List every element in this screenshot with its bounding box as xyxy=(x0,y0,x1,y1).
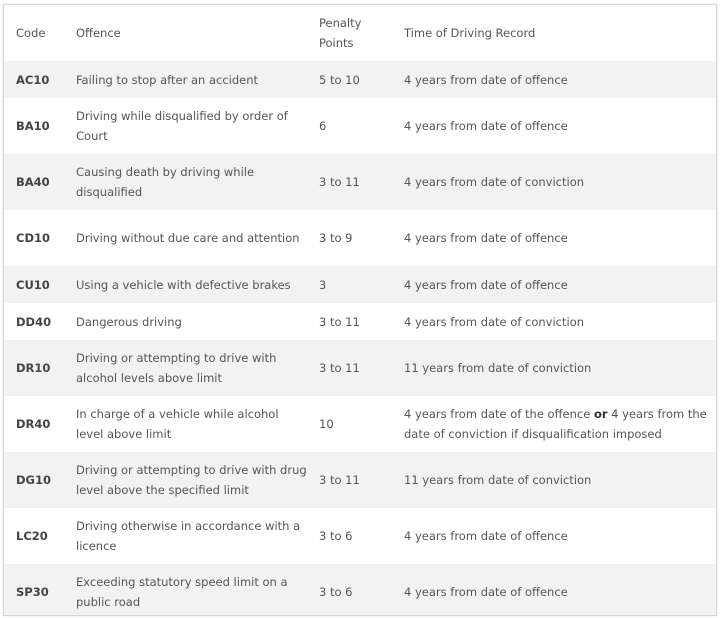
cell-offence: Driving without due care and attention xyxy=(76,231,300,245)
table-row xyxy=(4,564,716,616)
cell-time xyxy=(392,396,716,452)
cell-offence: Exceeding statutory speed limit on a public road xyxy=(76,575,288,609)
table-row xyxy=(4,508,716,564)
table-row xyxy=(4,98,716,154)
cell-offence: In charge of a vehicle while alcohol level above limit xyxy=(76,407,279,441)
table-row xyxy=(4,396,716,452)
cell-time-part-or: or xyxy=(593,407,608,421)
cell-points: 5 to 10 xyxy=(319,72,360,87)
cell-points: 3 to 11 xyxy=(319,175,360,189)
cell-points: 3 to 6 xyxy=(319,529,353,543)
table-row xyxy=(4,210,716,266)
table-header-row xyxy=(4,5,716,61)
cell-time: 4 years from date of conviction xyxy=(404,175,585,189)
header-offence: Offence xyxy=(76,26,121,40)
cell-code: DG10 xyxy=(16,473,51,487)
cell-points: 3 to 11 xyxy=(319,473,360,487)
cell-points: 10 xyxy=(319,417,334,431)
cell-code: DD40 xyxy=(16,314,52,329)
cell-points: 6 xyxy=(319,119,327,133)
header-time-of-driving-record: Time of Driving Record xyxy=(404,26,536,40)
cell-offence: Driving while disqualified by order of Court xyxy=(76,109,288,143)
cell-time: 4 years from date of offence xyxy=(404,231,568,245)
cell-offence: Driving otherwise in accordance with a licence xyxy=(76,519,301,553)
table-row xyxy=(4,452,716,508)
cell-offence: Driving or attempting to drive with drug level above the specified limit xyxy=(76,463,307,497)
cell-code: BA10 xyxy=(16,119,50,133)
cell-time: 4 years from date of conviction xyxy=(404,314,585,329)
cell-points: 3 to 6 xyxy=(319,585,353,599)
cell-time: 11 years from date of conviction xyxy=(404,361,592,375)
cell-code: DR10 xyxy=(16,361,51,375)
cell-time: 4 years from date of offence xyxy=(404,585,568,599)
table-row xyxy=(4,61,716,98)
cell-points: 3 xyxy=(319,277,327,292)
cell-time: 4 years from date of offence xyxy=(404,72,568,87)
cell-offence: Causing death by driving while disqualified xyxy=(76,165,255,199)
cell-time: 4 years from date of offence xyxy=(404,277,568,292)
cell-code: CD10 xyxy=(16,231,50,245)
offence-table-frame xyxy=(3,4,717,616)
cell-time: 4 years from date of offence xyxy=(404,119,568,133)
cell-code: AC10 xyxy=(16,72,50,87)
cell-code: LC20 xyxy=(16,529,48,543)
cell-offence: Using a vehicle with defective brakes xyxy=(76,277,291,292)
cell-code: BA40 xyxy=(16,175,50,189)
cell-offence: Driving or attempting to drive with alcohol levels above limit xyxy=(76,351,277,385)
header-code: Code xyxy=(16,26,46,40)
cell-points: 3 to 9 xyxy=(319,231,353,245)
header-penalty-points: Penalty Points xyxy=(319,16,362,50)
cell-offence: Failing to stop after an accident xyxy=(76,72,259,87)
table-row xyxy=(4,303,716,340)
cell-points: 3 to 11 xyxy=(319,361,360,375)
offence-table xyxy=(4,5,716,616)
cell-time-part-after: 4 years from the date of conviction if disqualification imposed xyxy=(404,407,707,441)
cell-code: CU10 xyxy=(16,277,50,292)
cell-code: SP30 xyxy=(16,585,49,599)
cell-time: 4 years from date of offence xyxy=(404,529,568,543)
cell-offence: Dangerous driving xyxy=(76,314,182,329)
table-row xyxy=(4,154,716,210)
cell-points: 3 to 11 xyxy=(319,314,360,329)
cell-code: DR40 xyxy=(16,417,51,431)
cell-time-part-before: 4 years from date of the offence xyxy=(404,407,594,421)
cell-time: 11 years from date of conviction xyxy=(404,473,592,487)
table-row xyxy=(4,266,716,303)
table-row xyxy=(4,340,716,396)
